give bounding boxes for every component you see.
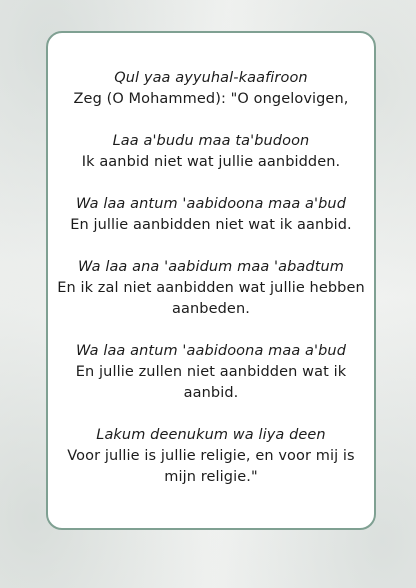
verse-1	[48, 68, 374, 110]
verse-1-translation: Zeg (O Mohammed): "O ongelovigen,	[73, 91, 349, 107]
verse-4	[48, 257, 374, 320]
verse-3	[48, 194, 374, 236]
verse-2	[48, 131, 374, 173]
verse-6-transliteration: Lakum deenukum wa liya deen	[96, 427, 326, 443]
verse-card	[46, 31, 376, 530]
verse-3-translation: En jullie aanbidden niet wat ik aanbid.	[70, 217, 352, 233]
verse-5-translation-line-2: aanbid.	[183, 385, 239, 401]
verse-2-transliteration: Laa a'budu maa ta'budoon	[112, 133, 310, 149]
verse-4-translation-line-2: aanbeden.	[172, 301, 250, 317]
verse-6-translation-line-2: mijn religie."	[164, 469, 258, 485]
verse-5	[48, 341, 374, 404]
verse-3-transliteration: Wa laa antum 'aabidoona maa a'bud	[75, 196, 347, 212]
verse-4-translation-line-1: En ik zal niet aanbidden wat jullie hebben	[57, 280, 365, 296]
verse-list	[48, 68, 374, 509]
verse-5-translation-line-1: En jullie zullen niet aanbidden wat ik	[75, 364, 347, 380]
verse-4-transliteration: Wa laa ana 'aabidum maa 'abadtum	[77, 259, 344, 275]
verse-1-transliteration: Qul yaa ayyuhal-kaafiroon	[114, 70, 308, 86]
verse-6	[48, 425, 374, 488]
verse-6-translation-line-1: Voor jullie is jullie religie, en voor mij is	[67, 448, 355, 464]
verse-2-translation: Ik aanbid niet wat jullie aanbidden.	[81, 154, 341, 170]
verse-5-transliteration: Wa laa antum 'aabidoona maa a'bud	[75, 343, 347, 359]
